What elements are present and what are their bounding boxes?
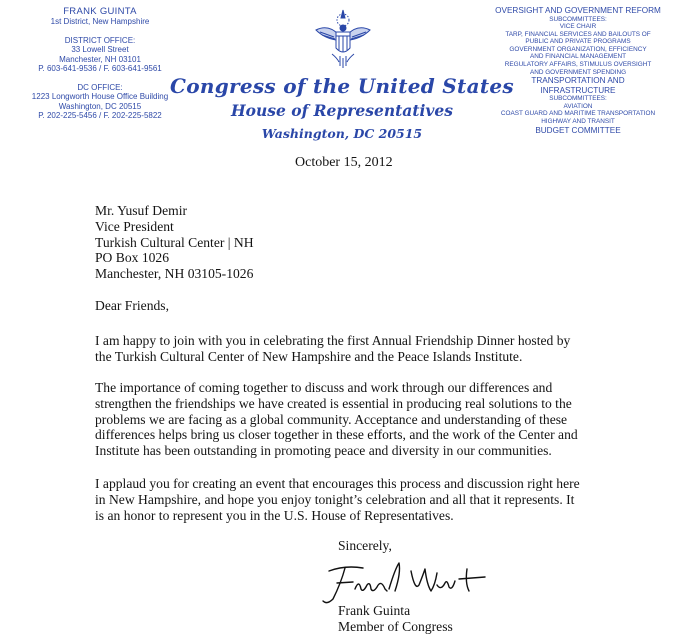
paragraph-line: is an honor to represent you in the U.S. House of Representatives. — [95, 507, 454, 523]
subcommittee-line: AVIATION — [563, 102, 593, 110]
location-title: Washington, DC 20515 — [261, 126, 423, 141]
address-line: Vice President — [95, 218, 174, 234]
eagle-seal-icon — [310, 6, 376, 72]
closing: Sincerely, — [338, 538, 392, 553]
committee-transportation-line2: INFRASTRUCTURE — [540, 85, 616, 95]
paragraph-1 — [95, 333, 605, 365]
subcommittee-line: AND GOVERNMENT SPENDING — [529, 68, 627, 76]
address-line: Turkish Cultural Center | NH — [95, 234, 254, 250]
district-office-line: Manchester, NH 03101 — [59, 54, 141, 64]
dc-office-heading: DC OFFICE: — [77, 82, 123, 92]
dc-office-line: P. 202-225-5456 / F. 202-225-5822 — [38, 111, 162, 120]
district-office-line: P. 603-641-9536 / F. 603-641-9561 — [38, 64, 162, 73]
paragraph-line: differences helps bring us closer together in these efforts, and the work of the Center and — [95, 427, 578, 443]
committee-transportation: TRANSPORTATION AND — [531, 76, 625, 86]
address-line: Mr. Yusuf Demir — [95, 203, 188, 218]
subcommittee-line: REGULATORY AFFAIRS, STIMULUS OVERSIGHT — [504, 61, 652, 69]
handwritten-signature — [315, 555, 490, 607]
paragraph-line: in New Hampshire, and hope you enjoy tonight’s celebration and all that it represents. It — [95, 491, 575, 507]
committee-oversight: OVERSIGHT AND GOVERNMENT REFORM — [495, 6, 661, 15]
paragraph-line: problems we are facing as a global community. Acceptance and understanding of these — [95, 411, 568, 427]
subcommittee-line: GOVERNMENT ORGANIZATION, EFFICIENCY — [509, 45, 647, 53]
paragraph-line: Institute has been outstanding in promoting peace and diversity in our communities. — [95, 443, 552, 459]
house-title: House of Representatives — [231, 101, 453, 120]
dc-office-line: Washington, DC 20515 — [58, 101, 142, 111]
congress-title: Congress of the United States — [170, 74, 514, 98]
member-name: FRANK GUINTA — [63, 6, 137, 17]
signer-name: Frank Guinta — [338, 603, 411, 618]
address-line: Manchester, NH 03105-1026 — [95, 266, 254, 282]
district-office-heading: DISTRICT OFFICE: — [64, 35, 136, 45]
subcommittee-line: VICE CHAIR — [559, 23, 597, 31]
subcommittee-line: COAST GUARD AND MARITIME TRANSPORTATION — [500, 110, 656, 118]
address-line: PO Box 1026 — [95, 250, 170, 266]
subcommittee-line: AND FINANCIAL MANAGEMENT — [530, 53, 626, 61]
member-district: 1st District, New Hampshire — [50, 17, 150, 26]
paragraph-line: the Turkish Cultural Center of New Hampshire and the Peace Islands Institute. — [95, 348, 523, 364]
subcommittee-line: HIGHWAY AND TRANSIT — [541, 118, 615, 126]
paragraph-line: The importance of coming together to discuss and work through our differences and — [95, 380, 553, 395]
paragraph-line: I applaud you for creating an event that encourages this process and discussion right here — [95, 476, 580, 491]
dc-office-line: 1223 Longworth House Office Building — [31, 92, 169, 101]
district-office — [0, 36, 200, 74]
subcommittees-label: SUBCOMMITTEES: — [549, 15, 607, 23]
subcommittees-label: SUBCOMMITTEES: — [549, 95, 607, 103]
district-office-line: 33 Lowell Street — [71, 45, 129, 54]
paragraph-2 — [95, 380, 605, 459]
letterhead-right — [488, 6, 668, 135]
paragraph-3 — [95, 476, 605, 523]
salutation: Dear Friends, — [95, 298, 169, 313]
letter-date: October 15, 2012 — [295, 155, 393, 170]
committee-budget: BUDGET COMMITTEE — [535, 125, 621, 135]
paragraph-line: strengthen the friendships we have created is essential in producing real solutions to the — [95, 395, 572, 411]
subcommittee-line: PUBLIC AND PRIVATE PROGRAMS — [525, 38, 631, 46]
signer-title: Member of Congress — [338, 619, 453, 634]
subcommittee-line: TARP, FINANCIAL SERVICES AND BAILOUTS OF — [505, 30, 651, 38]
recipient-address — [95, 203, 254, 282]
paragraph-line: I am happy to join with you in celebrating the first Annual Friendship Dinner hosted by — [95, 333, 571, 348]
